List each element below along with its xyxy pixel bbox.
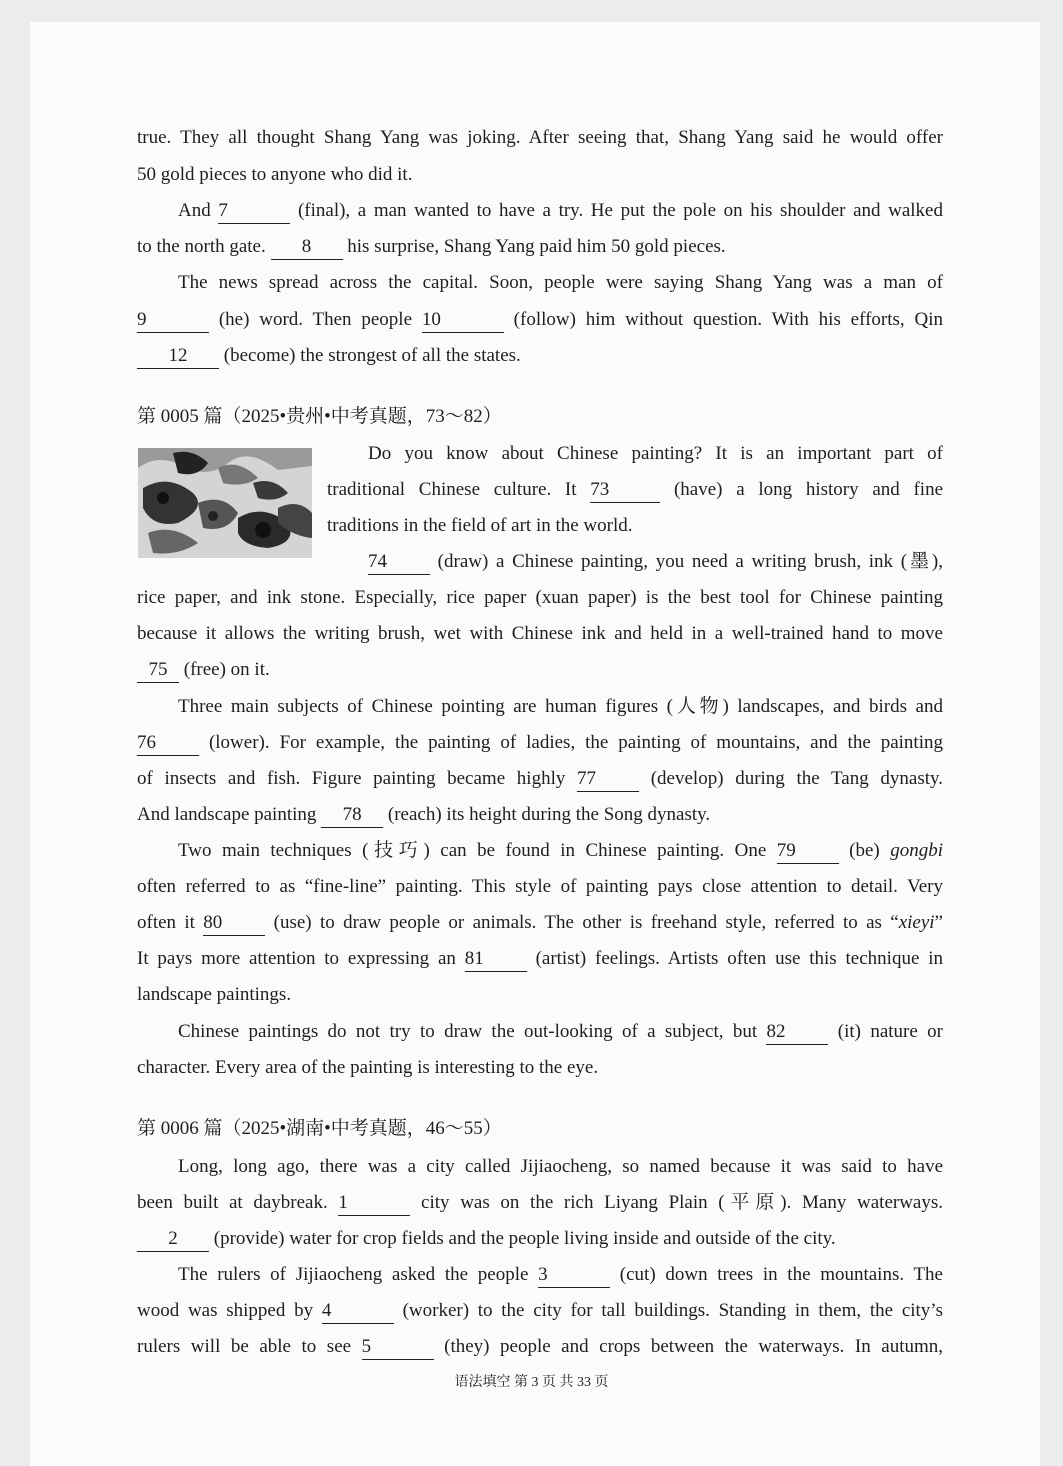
text-segment: to the north gate. — [137, 236, 271, 257]
text-segment: (become) the strongest of all the states. — [219, 345, 521, 366]
text-segment: (provide) water for crop fields and the people living inside and outside of the city. — [209, 1228, 836, 1249]
text-segment: (cut) down trees in the mountains. The — [610, 1264, 943, 1285]
text-segment: been built at daybreak. — [137, 1192, 339, 1213]
answer-blank-1: 1 — [338, 1191, 410, 1216]
answer-blank-80: 80 — [203, 911, 265, 936]
text-line — [137, 797, 943, 833]
answer-blank-10: 10 — [422, 308, 504, 333]
section-heading-0005: 第 0005 篇（2025•贵州•中考真题，73～82） — [137, 406, 502, 427]
italic-term: xieyi — [898, 912, 935, 933]
text-segment: his surprise, Shang Yang paid him 50 gold pieces. — [342, 236, 726, 257]
text-segment: (draw) a Chinese painting, you need a writing brush, ink (墨), — [430, 551, 943, 572]
text-line — [178, 1149, 943, 1185]
text-line — [137, 120, 943, 156]
answer-blank-76: 76 — [137, 731, 199, 756]
text-segment: And — [178, 200, 219, 221]
text-segment: of insects and fish. Figure painting became highly — [137, 768, 578, 789]
text-segment: city was on the rich Liyang Plain (平原). Many waterways. — [410, 1192, 943, 1213]
text-segment: because it allows the writing brush, wet with Chinese ink and held in a well-trained hand to move — [137, 623, 943, 644]
answer-blank-77: 77 — [577, 767, 639, 792]
answer-blank-75: 75 — [137, 658, 179, 683]
text-segment: traditional Chinese culture. It — [327, 479, 591, 500]
text-segment: (use) to draw people or animals. The other is freehand style, referred to as “ — [265, 912, 899, 933]
text-segment: ” — [934, 912, 943, 933]
text-segment: (lower). For example, the painting of ladies, the painting of mountains, and the painting — [199, 732, 943, 753]
text-line — [137, 652, 943, 688]
text-line — [368, 544, 943, 580]
text-segment: And landscape painting — [137, 804, 322, 825]
answer-blank-3: 3 — [538, 1263, 610, 1288]
text-segment: Two main techniques (技巧) can be found in Chinese painting. One — [178, 840, 777, 861]
text-line — [137, 580, 943, 616]
text-line — [137, 616, 943, 652]
answer-blank-73: 73 — [590, 478, 660, 503]
text-line — [137, 941, 943, 977]
text-line — [137, 905, 943, 941]
answer-blank-74: 74 — [368, 550, 430, 575]
text-line — [137, 302, 943, 338]
text-segment: (be) — [838, 840, 891, 861]
text-line — [178, 833, 943, 869]
text-line — [137, 1329, 943, 1365]
text-segment: It pays more attention to expressing an — [137, 948, 465, 969]
text-line — [137, 1050, 943, 1086]
text-line — [178, 1014, 943, 1050]
text-line — [137, 725, 943, 761]
answer-blank-81: 81 — [465, 947, 527, 972]
text-line — [137, 1293, 943, 1329]
answer-blank-8: 8 — [271, 235, 343, 260]
answer-blank-82: 82 — [766, 1020, 828, 1045]
text-segment: The news spread across the capital. Soon, people were saying Shang Yang was a man of — [178, 272, 943, 293]
text-line — [137, 1185, 943, 1221]
answer-blank-2: 2 — [137, 1227, 209, 1252]
text-segment: (artist) feelings. Artists often use this technique in — [526, 948, 943, 969]
text-segment: (worker) to the city for tall buildings. Standing in them, the city’s — [393, 1300, 943, 1321]
text-segment: (final), a man wanted to have a try. He put the pole on his shoulder and walked — [290, 200, 943, 221]
text-line — [178, 689, 943, 725]
text-line — [178, 193, 943, 229]
text-segment: character. Every area of the painting is interesting to the eye. — [137, 1057, 599, 1078]
text-segment: (follow) him without question. With his efforts, Qin — [503, 309, 943, 330]
text-line — [137, 157, 943, 193]
text-segment: (develop) during the Tang dynasty. — [639, 768, 943, 789]
text-line — [137, 1221, 943, 1257]
answer-blank-5: 5 — [362, 1335, 434, 1360]
text-line — [178, 1257, 943, 1293]
answer-blank-78: 78 — [321, 803, 383, 828]
text-line — [178, 265, 943, 301]
text-segment: 50 gold pieces to anyone who did it. — [137, 164, 413, 185]
text-segment: (reach) its height during the Song dynasty. — [383, 804, 711, 825]
answer-blank-79: 79 — [777, 839, 839, 864]
text-segment: often it — [137, 912, 204, 933]
answer-blank-12: 12 — [137, 344, 219, 369]
page-footer: 语法填空 第 3 页 共 33 页 — [454, 1375, 609, 1390]
text-segment: rice paper, and ink stone. Especially, rice paper (xuan paper) is the best tool for Chinese painting — [137, 587, 943, 608]
text-line — [368, 436, 943, 472]
answer-blank-4: 4 — [322, 1299, 394, 1324]
text-segment: traditions in the field of art in the world. — [327, 515, 633, 536]
text-line — [137, 229, 943, 265]
chinese-painting-image — [138, 448, 312, 558]
text-segment: true. They all thought Shang Yang was joking. After seeing that, Shang Yang said he would offer — [137, 127, 943, 148]
text-segment: landscape paintings. — [137, 984, 292, 1005]
text-segment: wood was shipped by — [137, 1300, 322, 1321]
text-segment: (it) nature or — [828, 1021, 943, 1042]
text-segment: Do you know about Chinese painting? It is an important part of — [368, 443, 943, 464]
text-segment: (free) on it. — [179, 659, 270, 680]
text-line — [137, 869, 943, 905]
answer-blank-9: 9 — [137, 308, 209, 333]
text-segment: rulers will be able to see — [137, 1336, 362, 1357]
italic-term: gongbi — [890, 840, 943, 861]
text-segment: (have) a long history and fine — [660, 479, 943, 500]
text-segment: Long, long ago, there was a city called Jijiaocheng, so named because it was said to have — [178, 1156, 943, 1177]
text-segment: Chinese paintings do not try to draw the out-looking of a subject, but — [178, 1021, 767, 1042]
text-line — [327, 472, 943, 508]
answer-blank-7: 7 — [218, 199, 290, 224]
text-segment: (they) people and crops between the waterways. In autumn, — [433, 1336, 943, 1357]
section-heading-0006: 第 0006 篇（2025•湖南•中考真题，46～55） — [137, 1118, 502, 1139]
text-segment: Three main subjects of Chinese pointing are human figures (人物) landscapes, and birds and — [178, 696, 943, 717]
text-segment: (he) word. Then people — [209, 309, 422, 330]
text-line — [327, 508, 943, 544]
text-segment: often referred to as “fine-line” painting. This style of painting pays close attention to detail. Very — [137, 876, 943, 897]
text-line — [137, 977, 943, 1013]
text-segment: The rulers of Jijiaocheng asked the people — [178, 1264, 539, 1285]
text-line — [137, 338, 943, 374]
text-line — [137, 761, 943, 797]
